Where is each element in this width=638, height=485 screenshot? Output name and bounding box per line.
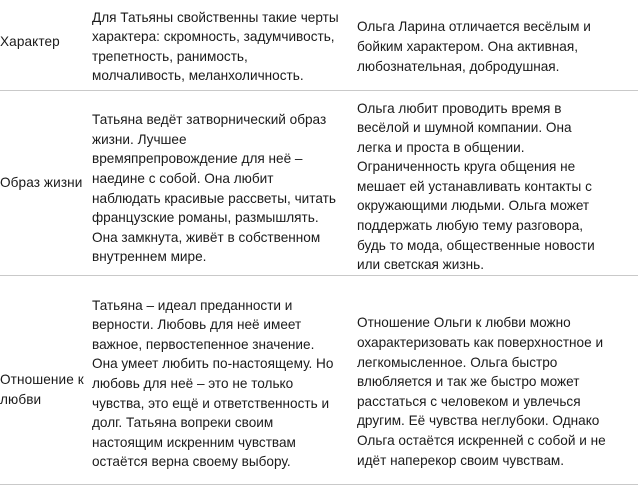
row-label-love xyxy=(0,275,92,484)
text-line: будь то мода, общественные новости xyxy=(357,237,595,253)
text-line: любовь для неё – это не только xyxy=(92,376,294,392)
text-line: жизни. Лучшее xyxy=(92,131,187,147)
text-line: окружающими людьми. Ольга может xyxy=(357,198,590,214)
row-label-lifestyle xyxy=(0,90,92,275)
text-line: настоящим искренним чувствам xyxy=(92,434,296,450)
text-line: наблюдать красивые рассветы, читать xyxy=(92,190,336,206)
text-line: наедине с собой. Она любит xyxy=(92,171,274,187)
text-line: внутреннем мире. xyxy=(92,249,207,265)
text-line: долг. Татьяна вопреки своим xyxy=(92,415,274,431)
text-line: легкомысленное. Ольга быстро xyxy=(357,354,558,370)
text-line: верности. Любовь для неё имеет xyxy=(92,317,302,333)
text-line: легка и проста в общении. xyxy=(357,139,525,155)
text-line: остаётся верна своему выбору. xyxy=(92,454,291,470)
table-row-love xyxy=(0,275,638,484)
text-line: французские романы, размышлять. xyxy=(92,210,319,226)
text-line: трепетность, ранимость, xyxy=(92,48,248,64)
text-line: чувства, это ещё и ответственность и xyxy=(92,395,330,411)
text-line: молчаливость, меланхоличность. xyxy=(92,68,304,84)
text-line: Для Татьяны свойственны такие черты xyxy=(92,9,339,25)
text-line: важное, первостепенное значение. xyxy=(92,336,315,352)
text-line: Она замкнута, живёт в собственном xyxy=(92,229,321,245)
text-line: влюбляется и так же быстро может xyxy=(357,374,580,390)
text-line: или светская жизнь. xyxy=(357,257,484,273)
row-label-text: Образ жизни xyxy=(0,174,83,190)
tatiana-cell-character xyxy=(92,0,357,90)
text-line: Ольга любит проводить время в xyxy=(357,100,562,116)
text-line: Ольга Ларина отличается весёлым и xyxy=(357,19,591,35)
text-line: времяпрепровождение для неё – xyxy=(92,151,303,167)
text-line: охарактеризовать как поверхностное и xyxy=(357,335,604,351)
text-line: бойким характером. Она активная, xyxy=(357,38,579,54)
row-label-text: Характер xyxy=(0,34,60,49)
text-line: весёлой и шумной компании. Она xyxy=(357,120,572,136)
olga-cell-character xyxy=(357,0,638,90)
text-line: Татьяна ведёт затворнический образ xyxy=(92,112,327,128)
text-line: Ольга остаётся искренней с собой и не xyxy=(357,433,606,449)
olga-cell-lifestyle xyxy=(357,90,638,275)
tatiana-cell-love xyxy=(92,275,357,484)
text-line: характера: скромность, задумчивость, xyxy=(92,29,335,45)
text-line: другим. Её чувства неглубоки. Однако xyxy=(357,413,600,429)
text-line: Ограниченность круга общения не xyxy=(357,159,576,175)
table-row-lifestyle xyxy=(0,90,638,275)
text-line: поддержать любую тему разговора, xyxy=(357,218,584,234)
row-label-character xyxy=(0,0,92,90)
tatiana-cell-lifestyle xyxy=(92,90,357,275)
text-line: Татьяна – идеал преданности и xyxy=(92,297,293,313)
text-line: расстаться с человеком и увлечься xyxy=(357,393,581,409)
row-label-text: Отношение к любви xyxy=(0,372,84,407)
olga-cell-love xyxy=(357,275,638,484)
text-line: Она умеет любить по-настоящему. Но xyxy=(92,356,334,372)
text-line: любознательная, добродушная. xyxy=(357,58,560,74)
text-line: идёт наперекор своим чувствам. xyxy=(357,452,565,468)
table-row-character xyxy=(0,0,638,90)
text-line: мешает ей устанавливать контакты с xyxy=(357,178,592,194)
text-line: Отношение Ольги к любви можно xyxy=(357,315,571,331)
